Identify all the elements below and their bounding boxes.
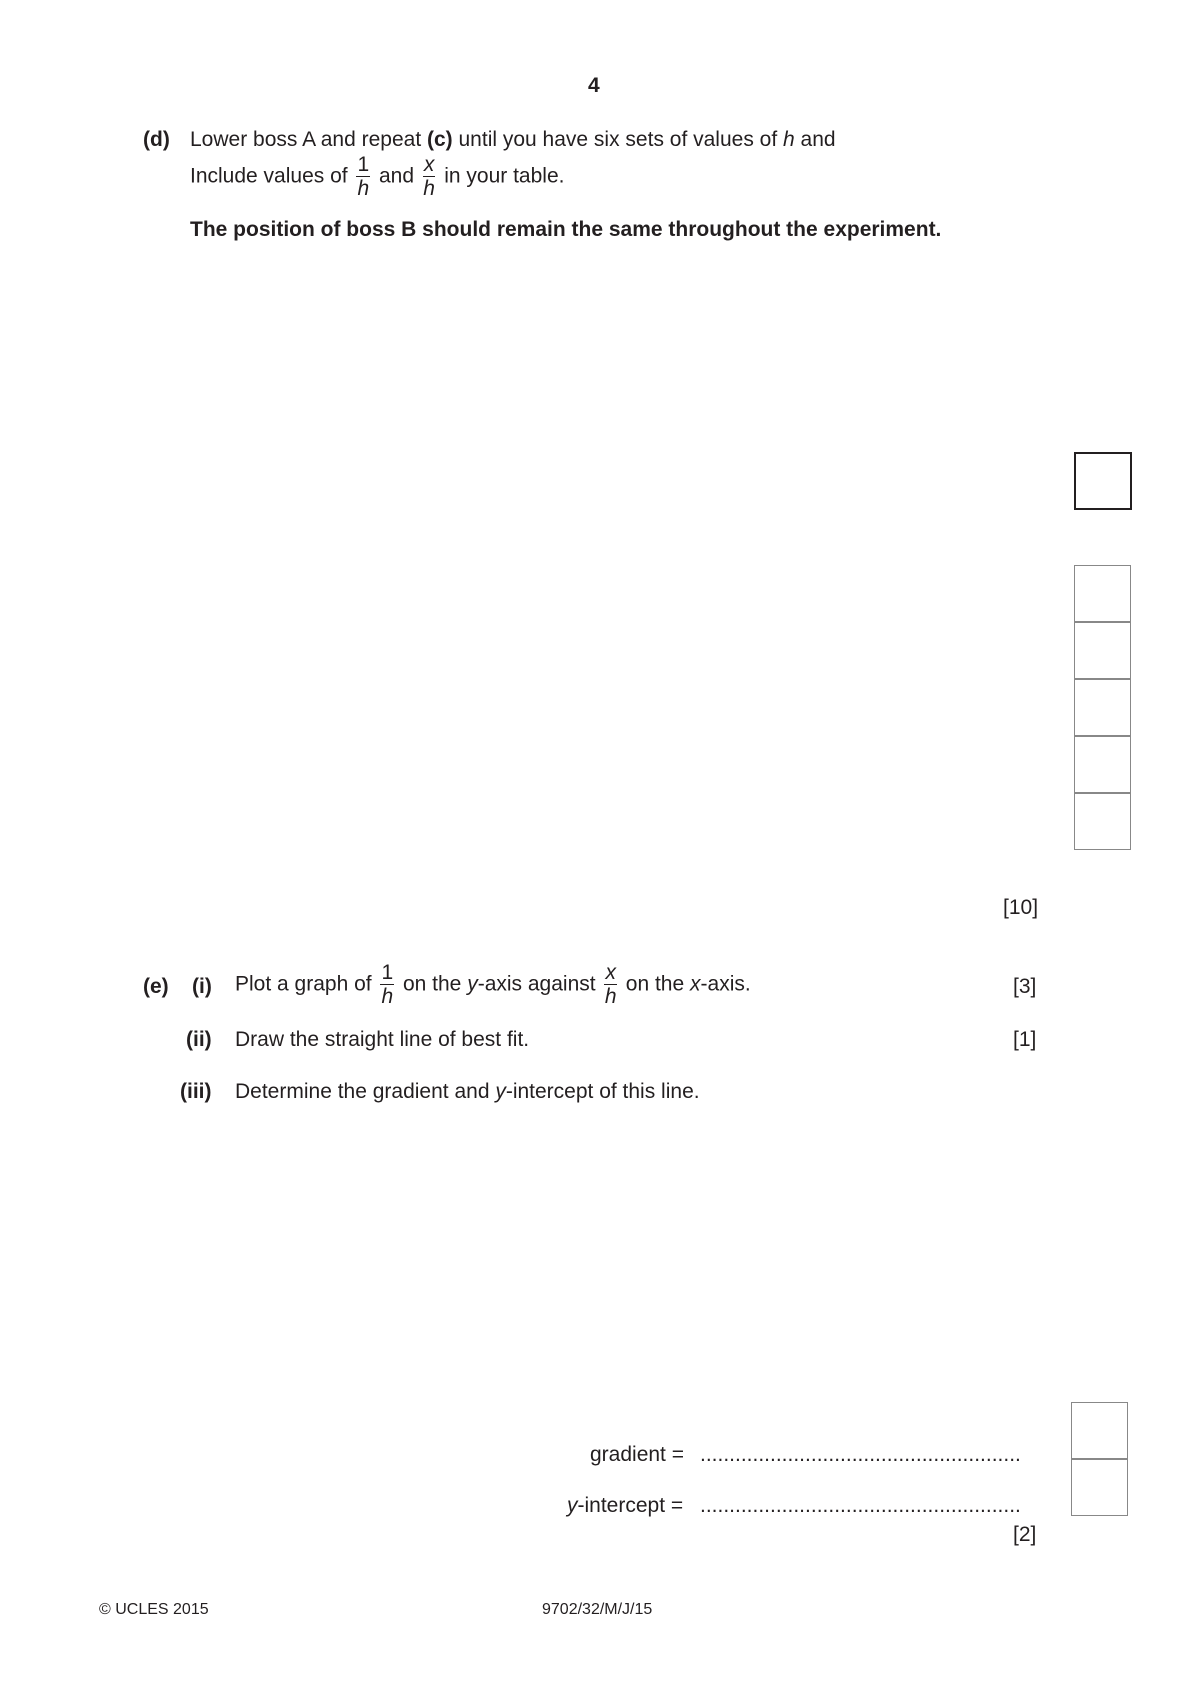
part-e-i-text-b: on the [402, 972, 468, 996]
part-e-i-text-e: -axis. [700, 972, 751, 996]
mark-box-examiner [1074, 452, 1132, 510]
fraction-denominator: h [381, 985, 394, 1008]
part-d-line2-b: in your table. [444, 164, 565, 188]
part-d-marks: [10] [1003, 896, 1039, 919]
fraction-x-over-h [423, 154, 436, 199]
part-d-line2 [190, 154, 564, 199]
part-e-i-text [235, 962, 751, 1007]
part-e-ii-text: Draw the straight line of best fit. [235, 1028, 530, 1051]
part-e-i-text-a: Plot a graph of [235, 972, 372, 996]
mark-box [1074, 736, 1131, 793]
part-e-i-x-var: x [690, 972, 701, 996]
part-d-line1-c: and [794, 128, 836, 151]
part-e-iii-y-var: y [495, 1080, 506, 1103]
fraction-numerator: x [423, 153, 435, 176]
fraction-numerator: 1 [357, 153, 370, 176]
y-intercept-text: -intercept = [577, 1494, 684, 1517]
part-d-line1-a: Lower boss A and repeat [190, 128, 427, 151]
part-e-marks: [2] [1013, 1523, 1037, 1546]
part-e-label: (e) [143, 975, 169, 998]
part-e-i-marks: [3] [1013, 975, 1037, 998]
part-d-line2-a: Include values of [190, 164, 348, 188]
mark-box [1074, 679, 1131, 736]
part-d-and: and [378, 164, 415, 188]
y-intercept-label [567, 1494, 683, 1518]
fraction-one-over-h [380, 962, 394, 1007]
mark-box [1074, 565, 1131, 622]
part-e-i-text-d: on the [625, 972, 691, 996]
gradient-label: gradient = [590, 1443, 684, 1466]
y-intercept-var: y [567, 1494, 578, 1517]
mark-box [1074, 793, 1131, 850]
part-d-label: (d) [143, 128, 170, 151]
part-e-i-y-var: y [467, 972, 478, 996]
fraction-denominator: h [423, 177, 435, 200]
fraction-denominator: h [357, 177, 370, 200]
part-d-var-h: h [783, 128, 795, 151]
footer-paper-code: 9702/32/M/J/15 [542, 1601, 653, 1618]
mark-box [1074, 622, 1131, 679]
part-e-iii-label: (iii) [180, 1080, 212, 1103]
fraction-numerator: x [605, 961, 616, 984]
fraction-x-over-h [604, 962, 617, 1007]
part-e-ii-label: (ii) [186, 1028, 212, 1051]
part-d-bold-note: The position of boss B should remain the same throughout the experiment. [190, 218, 942, 241]
part-e-iii-text [235, 1080, 700, 1104]
part-e-iii-text-a: Determine the gradient and [235, 1080, 496, 1103]
part-e-ii-marks: [1] [1013, 1028, 1037, 1051]
mark-box [1071, 1402, 1128, 1459]
fraction-denominator: h [604, 985, 617, 1008]
footer-copyright: © UCLES 2015 [99, 1601, 209, 1618]
page-number: 4 [588, 74, 600, 97]
gradient-answer-line[interactable]: ....................................................... [700, 1443, 1021, 1466]
y-intercept-answer-line[interactable]: ....................................................... [700, 1494, 1021, 1517]
part-e-i-text-c: -axis against [477, 972, 596, 996]
part-d-line1-b: until you have six sets of values of [452, 128, 784, 151]
part-e-i-label: (i) [192, 975, 212, 998]
part-d-ref-c: (c) [427, 128, 453, 151]
fraction-one-over-h [356, 154, 370, 199]
fraction-numerator: 1 [381, 961, 394, 984]
part-d-line1 [190, 128, 836, 152]
mark-box [1071, 1459, 1128, 1516]
part-e-iii-text-b: -intercept of this line. [505, 1080, 700, 1103]
